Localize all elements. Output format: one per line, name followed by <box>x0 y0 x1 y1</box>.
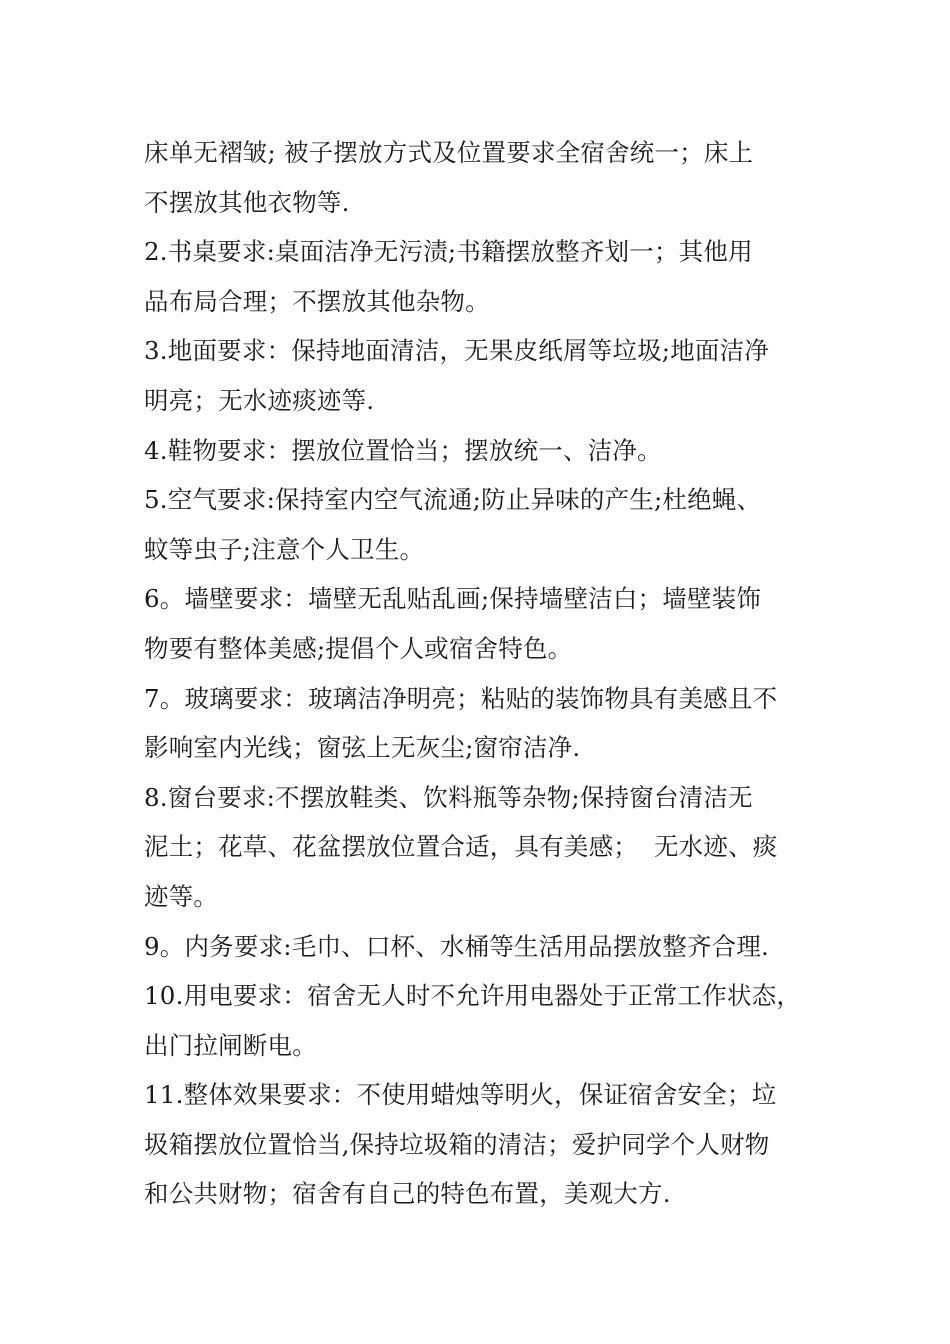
text-line-air-requirements-cont: 蚊等虫子;注意个人卫生。 <box>144 534 425 564</box>
text-line-windowsill-requirements-end: 迹等。 <box>144 881 219 911</box>
text-line-bedding-continued: 床单无褶皱; 被子摆放方式及位置要求全宿舍统一；床上 <box>144 138 754 167</box>
text-line-windowsill-requirements-cont: 泥土；花草、花盆摆放位置合适，具有美感； 无水迹、痰 <box>144 832 778 862</box>
text-line-floor-requirements-cont: 明亮；无水迹痰迹等. <box>144 385 375 415</box>
text-line-windowsill-requirements: 8.窗台要求:不摆放鞋类、饮料瓶等杂物;保持窗台清洁无 <box>144 782 753 812</box>
document-body <box>144 128 824 1219</box>
text-line-air-requirements: 5.空气要求:保持室内空气流通;防止异味的产生;杜绝蝇、 <box>144 485 762 515</box>
text-line-bedding-end: 不摆放其他衣物等. <box>144 187 350 217</box>
text-line-shoes-requirements: 4.鞋物要求：摆放位置恰当；摆放统一、洁净。 <box>144 435 662 465</box>
text-line-desk-requirements-cont: 品布局合理；不摆放其他杂物。 <box>144 286 490 316</box>
text-line-overall-requirements-cont: 圾箱摆放位置恰当,保持垃圾箱的清洁；爱护同学个人财物 <box>144 1129 770 1159</box>
text-line-wall-requirements: 6。墙壁要求：墙壁无乱贴乱画;保持墙壁洁白；墙壁装饰 <box>144 584 762 614</box>
text-line-desk-requirements: 2.书桌要求:桌面洁净无污渍;书籍摆放整齐划一；其他用 <box>144 237 753 267</box>
text-line-glass-requirements: 7。玻璃要求：玻璃洁净明亮；粘贴的装饰物具有美感且不 <box>144 683 778 713</box>
text-line-overall-requirements: 11.整体效果要求：不使用蜡烛等明火，保证宿舍安全；垃 <box>144 1080 777 1110</box>
text-line-floor-requirements: 3.地面要求：保持地面清洁，无果皮纸屑等垃圾;地面洁净 <box>144 336 770 366</box>
text-line-glass-requirements-cont: 影响室内光线；窗弦上无灰尘;窗帘洁净. <box>144 733 581 763</box>
text-line-electricity-requirements-cont: 出门拉闸断电。 <box>144 1030 317 1060</box>
text-line-overall-requirements-end: 和公共财物；宿舍有自己的特色布置，美观大方. <box>144 1179 671 1209</box>
text-line-wall-requirements-cont: 物要有整体美感;提倡个人或宿舍特色。 <box>144 633 573 663</box>
text-line-electricity-requirements: 10.用电要求：宿舍无人时不允许用电器处于正常工作状态， <box>144 981 802 1011</box>
text-line-housekeeping-requirements: 9。内务要求:毛巾、口杯、水桶等生活用品摆放整齐合理. <box>144 931 770 961</box>
